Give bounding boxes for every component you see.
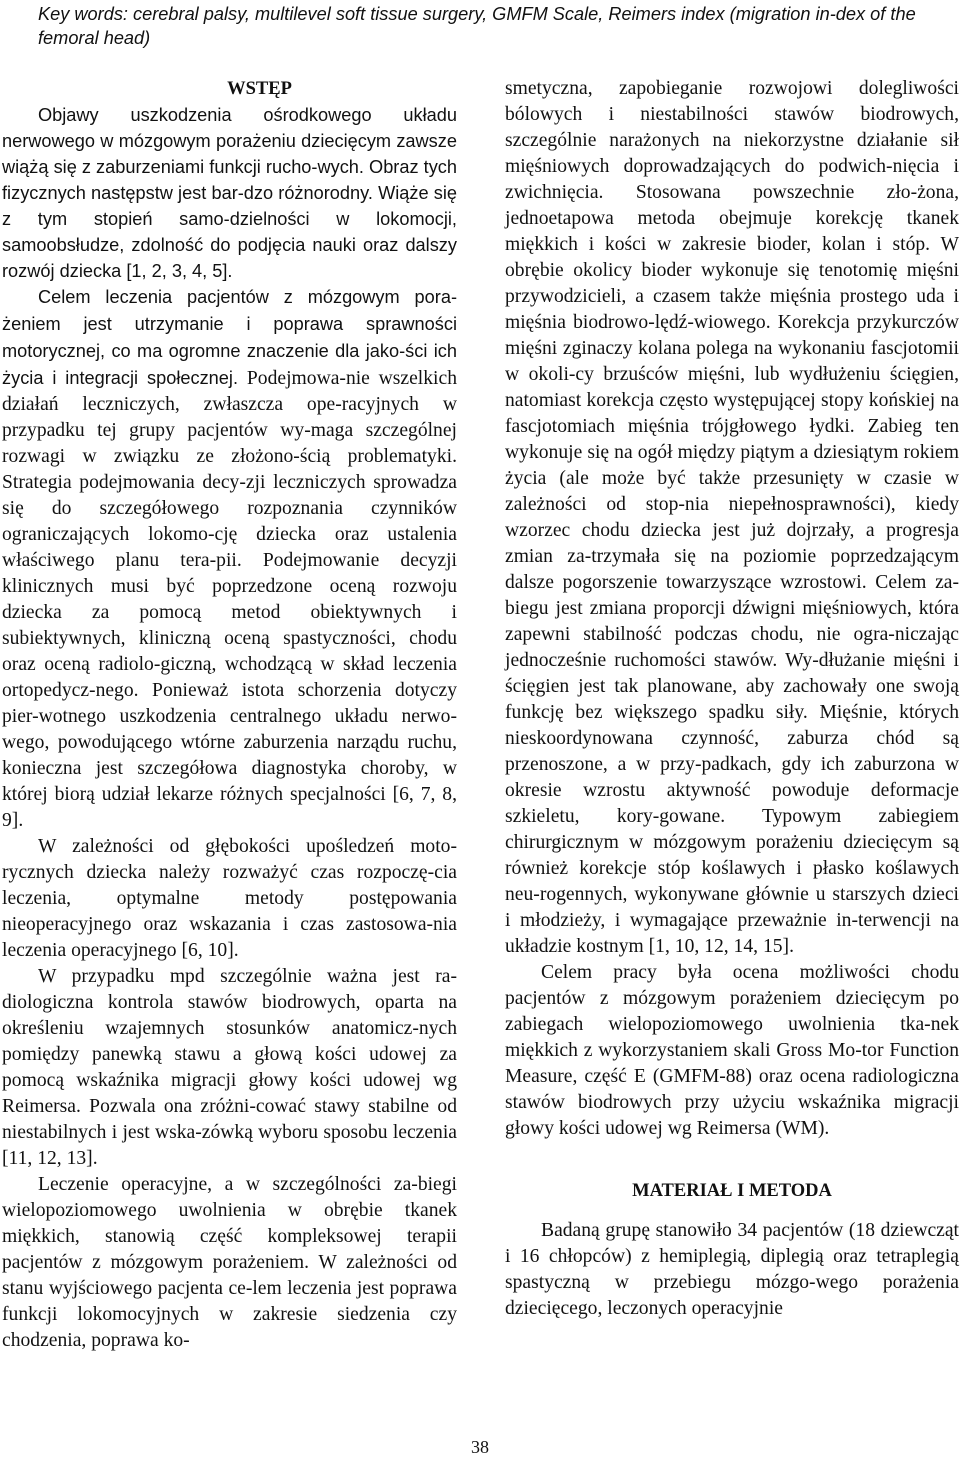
keywords-line: Key words: cerebral palsy, multilevel soft tissue surgery, GMFM Scale, Reimers index (migration in-dex of the femoral head): [38, 4, 916, 48]
paragraph-intro-1: Objawy uszkodzenia ośrodkowego układu nerwowego w mózgowym porażeniu dziecięcym zawsze wiążą się z zaburzeniami funkcji rucho-wych. Obraz tych fizycznych następstw jest bar-dzo różnorodny. Wiąże się z tym stopień samo-dzielności w lokomocji, samoobsłudze, zdolność do podjęcia nauki oraz dalszy rozwój dziecka [1, 2, 3, 4, 5].: [2, 105, 457, 281]
right-column: [505, 76, 959, 1322]
paragraph-intro-2: [2, 284, 457, 834]
paragraph-intro-2-sans-part: Celem leczenia pacjentów z mózgowym pora-żeniem jest utrzymanie i poprawa sprawności motorycznej, co ma ogromne znaczenie dla jako-ści ich życia i integracji społecznej.: [2, 287, 457, 388]
section-heading-wstep: WSTĘP: [227, 79, 292, 99]
section-heading-material-i-metoda: MATERIAŁ I METODA: [632, 1181, 832, 1201]
left-column: [2, 76, 457, 1354]
paragraph-continued: smetyczna, zapobieganie rozwojowi dolegliwości bólowych i niestabilności stawów biodrowych, szczególnie narażonych na niekorzystne działanie sił mięśniowych doprowadzających do podwich-nięcia i zwichnięcia. Stosowana powszechnie zło-żona, jednoetapowa metoda obejmuje korekcję tkanek miękkich i kości w zakresie bioder, kolan i stóp. W obrębie okolicy bioder wykonuje się tenotomię mięśni przywodzicieli, a czasem także mięśnia prostego uda i mięśnia biodrowo-lędź-wiowego. Korekcja przykurczów mięśni zginaczy kolana polega na wykonaniu fascjotomii w okoli-cy brzuśców mięśni, lub wydłużeniu ścięgien, natomiast korekcja często występującej stopy końskiej na fascjotomiach mięśnia trójgłowego łydki. Zabieg ten wykonuje się na ogół między piątym a dziesiątym rokiem życia (ale może być także przesunięty w czasie w zależności od stop-nia niepełnosprawności), kiedy wzorzec chodu dziecka jest już dojrzały, a progresja zmian za-trzymała się na poziomie poprzedzającym dalsze pogorszenie towarzyszące wzrostowi. Celem za-biegu jest zmiana proporcji dźwigni mięśniowych, która zapewni stabilność podczas chodu, nie ogra-niczając jednocześnie ruchomości stawów. Wy-dłużanie mięśni i ścięgien jest tak planowane, aby zachowały one swoją funkcję bez większego spadku siły. Mięśnie, których nieskoordynowana czynność, zaburza chód są przenoszone, a w przy-padkach, gdy ich zaburzona w okresie wzrostu aktywność powoduje deformacje szkieletu, kory-gowane. Typowym zabiegiem chirurgicznym w mózgowym porażeniu dziecięcym są również korekcje stóp koślawych i płasko koślawych neu-rogennych, wykonywane głównie u starszych dzieci i młodzieży, i wymagające przeważnie in-terwencji na układzie kostnym [1, 10, 12, 14, 15].: [505, 78, 959, 957]
paragraph-aim: Celem pracy była ocena możliwości chodu pacjentów z mózgowym porażeniem dziecięcym po zabiegach wielopoziomowego uwolnienia tka-nek miękkich z wykorzystaniem skali Gross Mo-tor Function Measure, część E (GMFM-88) oraz ocena radiologiczna stawów biodrowych przy użyciu wskaźnika migracji głowy kości udowej wg Reimersa (WM).: [505, 962, 959, 1139]
page-number: 38: [471, 1437, 489, 1457]
paragraph-intro-5: Leczenie operacyjne, a w szczególności za-biegi wielopoziomowego uwolnienia w obrębie tkanek miękkich, stanowią część kompleksowej terapii pacjentów z mózgowym porażeniem. W zależności od stanu wyjściowego pacjenta ce-lem leczenia jest poprawa funkcji lokomocyjnych w zakresie siedzenia czy chodzenia, poprawa ko-: [2, 1174, 457, 1351]
paragraph-intro-4: W przypadku mpd szczególnie ważna jest ra-diologiczna kontrola stawów biodrowych, oparta na określeniu wzajemnych stosunków anatomicz-nych pomiędzy panewką stawu a głową kości udowej za pomocą wskaźnika migracji głowy kości udowej wg Reimersa. Pozwala ona zróżni-cować stawy stabilne od niestabilnych i jest wska-zówką wyboru sposobu leczenia [11, 12, 13].: [2, 966, 457, 1169]
paragraph-material: Badaną grupę stanowiło 34 pacjentów (18 dziewcząt i 16 chłopców) z hemiplegią, diplegią oraz tetraplegią spastyczną w przebiegu mózgo-wego porażenia dziecięcego, leczonych operacyjnie: [505, 1220, 959, 1319]
paragraph-intro-2-serif-part: Podejmowa-nie wszelkich działań leczniczych, zwłaszcza ope-racyjnych w przypadku tej grupy pacjentów wy-maga szczególnej rozwagi w związku ze złożono-ścią problematyki. Strategia podejmowania decy-zji leczniczych sprowadza się do szczegółowego rozpoznania czynników ograniczających lokomo-cję dziecka oraz ustalenia właściwego planu tera-pii. Podejmowanie decyzji klinicznych musi być poprzedzone oceną rozwoju dziecka za pomocą metod obiektywnych i subiektywnych, kliniczną oceną spastyczności, chodu oraz oceną radiolo-giczną, wchodzącą w skład leczenia ortopedycz-nego. Ponieważ istota schorzenia dotyczy pier-wotnego uszkodzenia centralnego układu nerwo-wego, powodującego wtórne zaburzenia narządu ruchu, konieczna jest szczegółowa diagnostyka choroby, w której biorą udział lekarze różnych specjalności [6, 7, 8, 9].: [2, 368, 457, 831]
paragraph-intro-3: W zależności od głębokości upośledzeń moto-rycznych dziecka należy rozważyć czas rozpoczę-cia leczenia, optymalne metody postępowania nieoperacyjnego oraz wskazania i czas zastosowa-nia leczenia operacyjnego [6, 10].: [2, 836, 457, 961]
